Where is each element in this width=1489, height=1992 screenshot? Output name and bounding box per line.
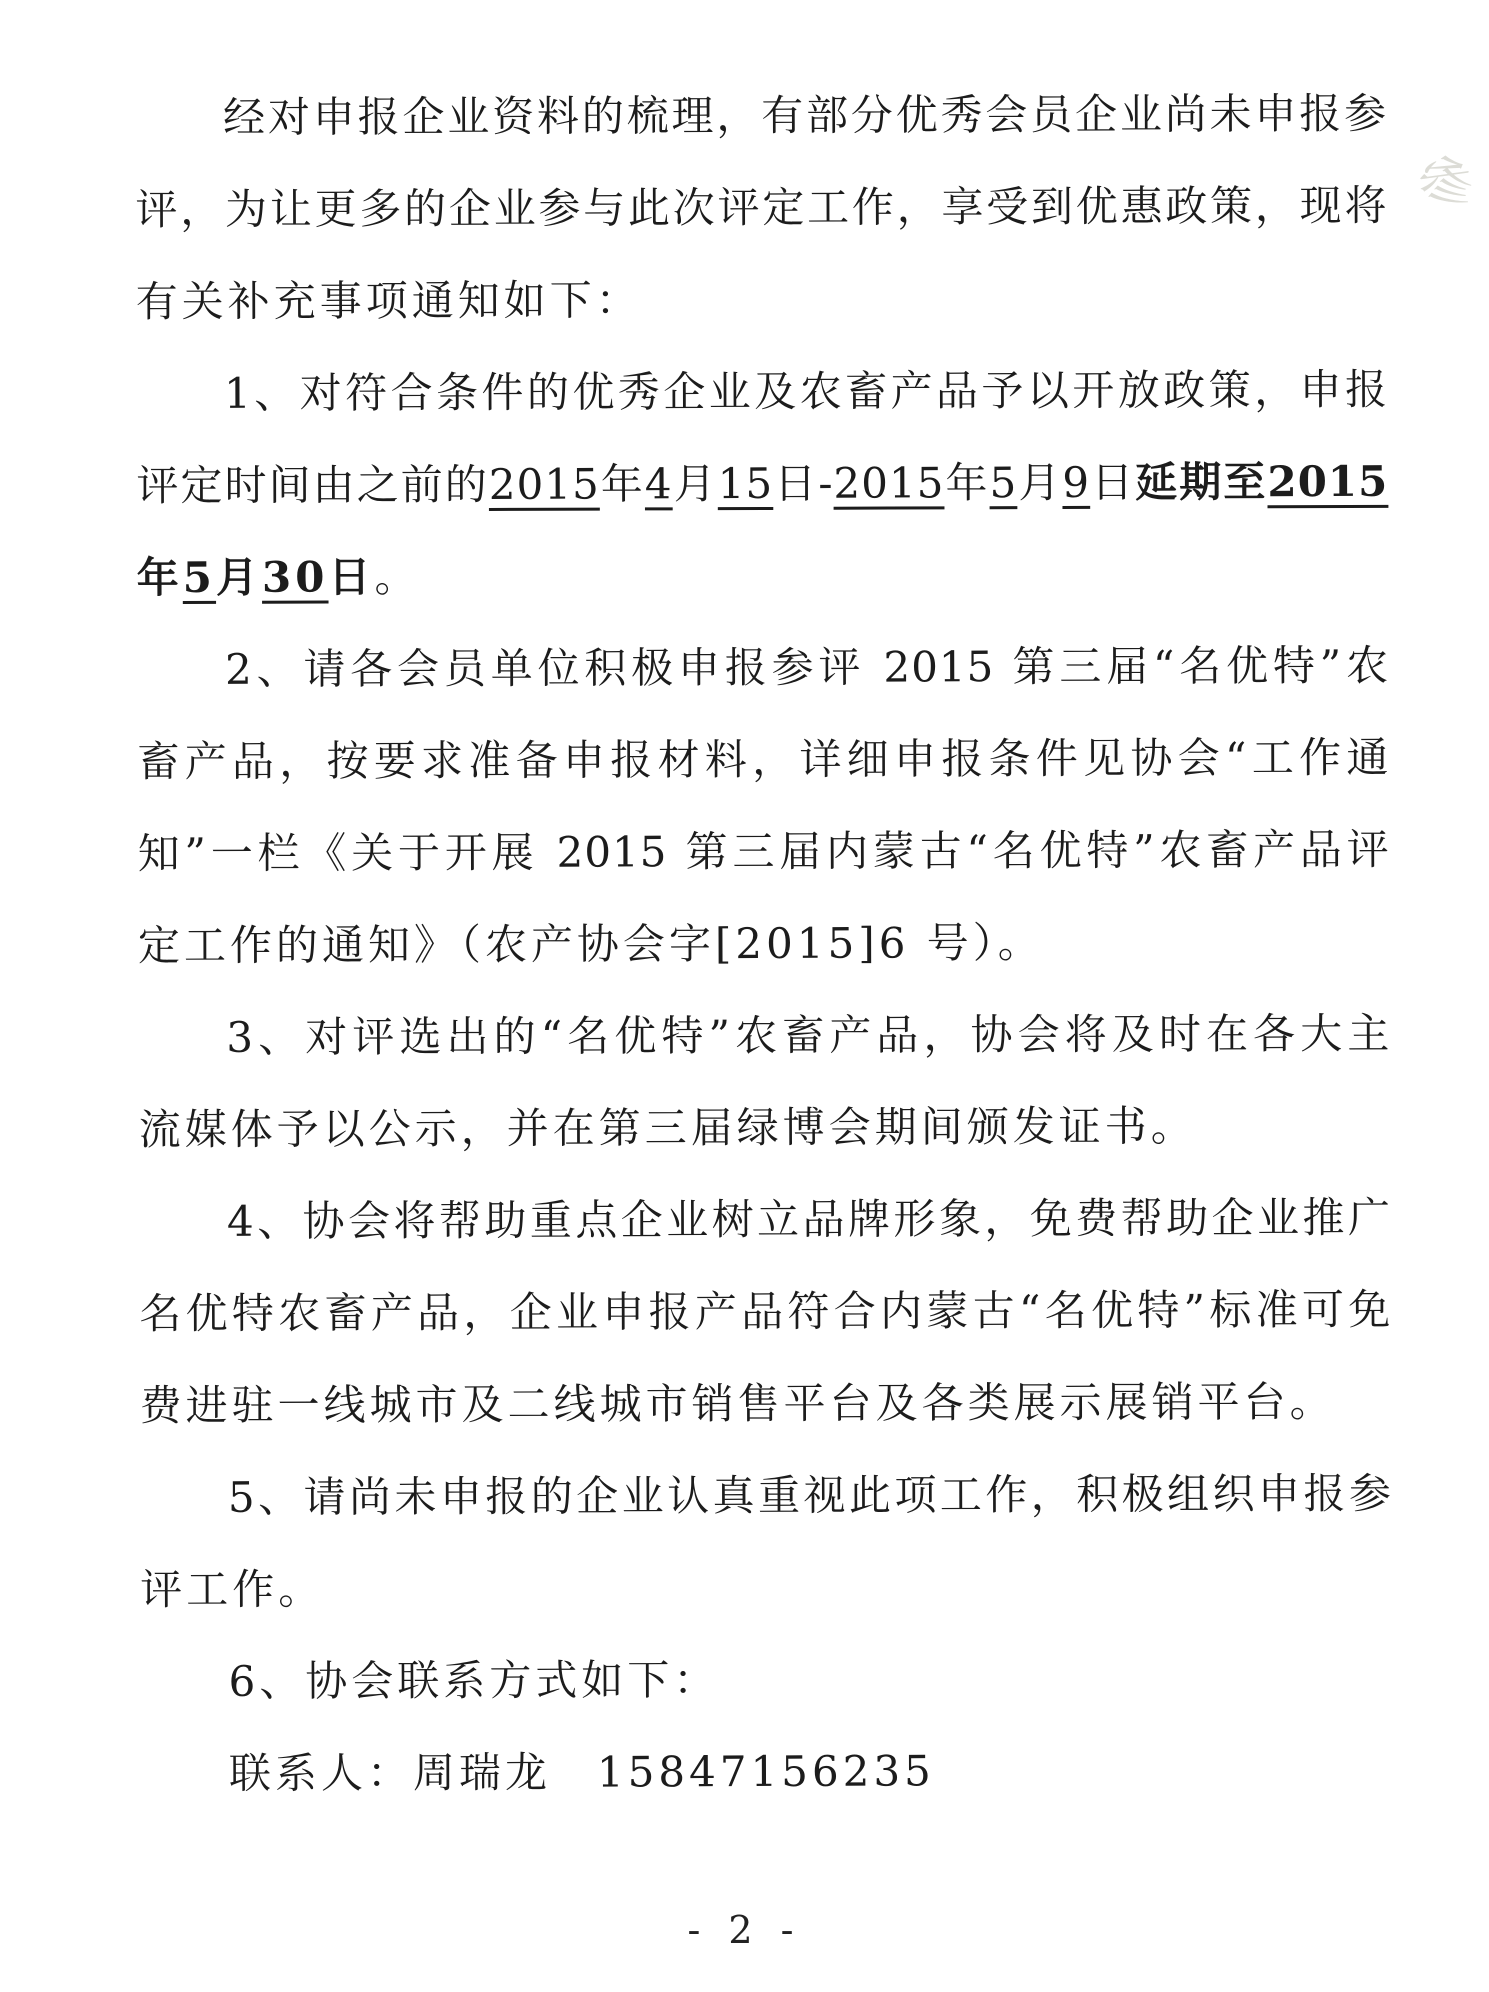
text-segment: 延期至 — [1135, 457, 1268, 507]
text-segment: 名优特农畜产品，企业申报产品符合内蒙古“名优特”标准可免 — [139, 1284, 1392, 1339]
text-segment: 5 — [989, 458, 1018, 508]
text-segment: 月 — [1017, 457, 1063, 508]
text-segment: 2、请各会员单位积极申报参评 2015 第三届“名优特”农 — [224, 640, 1390, 694]
text-segment: 月 — [215, 552, 263, 602]
text-segment: 30 — [261, 552, 329, 602]
text-segment: 评，为让更多的企业参与此次评定工作，享受到优惠政策，现将 — [135, 180, 1388, 235]
text-segment: 1、对符合条件的优秀企业及农畜产品予以开放政策，申报 — [223, 364, 1389, 418]
text-segment: 经对申报企业资料的梳理，有部分优秀会员企业尚未申报参 — [223, 88, 1388, 142]
text-line — [141, 1724, 1393, 1820]
text-line — [140, 1540, 1392, 1636]
text-line — [135, 68, 1387, 164]
text-segment: 15 — [717, 458, 774, 509]
text-line — [137, 620, 1389, 716]
text-segment: 有关补充事项通知如下： — [135, 275, 642, 327]
text-line — [137, 528, 1389, 624]
text-segment: 年 — [136, 553, 183, 603]
text-segment: 2015 — [1267, 456, 1389, 507]
text-segment — [551, 1748, 597, 1797]
text-segment: 15847156235 — [596, 1746, 935, 1797]
text-segment: 日 — [1090, 457, 1136, 507]
page-number: - 2 - — [687, 1908, 802, 1952]
text-segment: 评工作。 — [140, 1564, 325, 1615]
ink-bleed-ghost-character: 参 — [1414, 147, 1477, 218]
text-segment: 3、对评选出的“名优特”农畜产品，协会将及时在各大主 — [226, 1008, 1391, 1062]
text-segment: 流媒体予以公示，并在第三届绿博会期间颁发证书。 — [138, 1101, 1197, 1155]
text-segment: 费进驻一线城市及二线城市销售平台及各类展示展销平台。 — [139, 1377, 1336, 1431]
text-segment: 5、请尚未申报的企业认真重视此项工作，积极组织申报参 — [227, 1468, 1393, 1522]
text-segment: 日 — [328, 552, 375, 602]
text-line — [138, 896, 1390, 992]
text-segment: 6、协会联系方式如下： — [228, 1655, 720, 1706]
document-lines — [135, 68, 1393, 1820]
text-line — [136, 436, 1388, 532]
text-segment: 联系人：周瑞龙 — [228, 1747, 551, 1798]
text-line — [138, 1080, 1390, 1176]
text-line — [140, 1448, 1392, 1544]
text-segment: 定工作的通知》（农产协会字[2015]6 号）。 — [137, 918, 1044, 971]
text-segment: 知”一栏《关于开展 2015 第三届内蒙古“名优特”农畜产品评 — [137, 824, 1390, 879]
text-segment: 。 — [374, 552, 421, 602]
text-segment: 年 — [599, 459, 645, 509]
text-line — [139, 1264, 1391, 1360]
text-line — [138, 804, 1390, 900]
text-line — [138, 988, 1390, 1084]
text-line — [137, 712, 1389, 808]
text-segment: 评定时间由之前的 — [136, 459, 489, 511]
text-line — [135, 160, 1387, 256]
text-segment: 畜产品，按要求准备申报材料，详细申报条件见协会“工作通 — [137, 732, 1390, 787]
text-segment: 4、协会将帮助重点企业树立品牌形象，免费帮助企业推广 — [226, 1192, 1392, 1246]
text-line — [139, 1356, 1391, 1452]
text-segment: 月 — [672, 459, 718, 509]
text-segment: 2015 — [488, 459, 600, 509]
text-line — [140, 1632, 1392, 1728]
text-line — [136, 252, 1388, 348]
text-segment: 年 — [944, 458, 990, 508]
text-line — [139, 1172, 1391, 1268]
text-segment: 2015 — [833, 458, 945, 508]
text-segment: 4 — [644, 459, 673, 509]
text-segment: 5 — [182, 552, 217, 603]
text-segment: 9 — [1062, 457, 1091, 507]
text-segment: 日- — [773, 458, 834, 508]
text-line — [136, 344, 1388, 440]
